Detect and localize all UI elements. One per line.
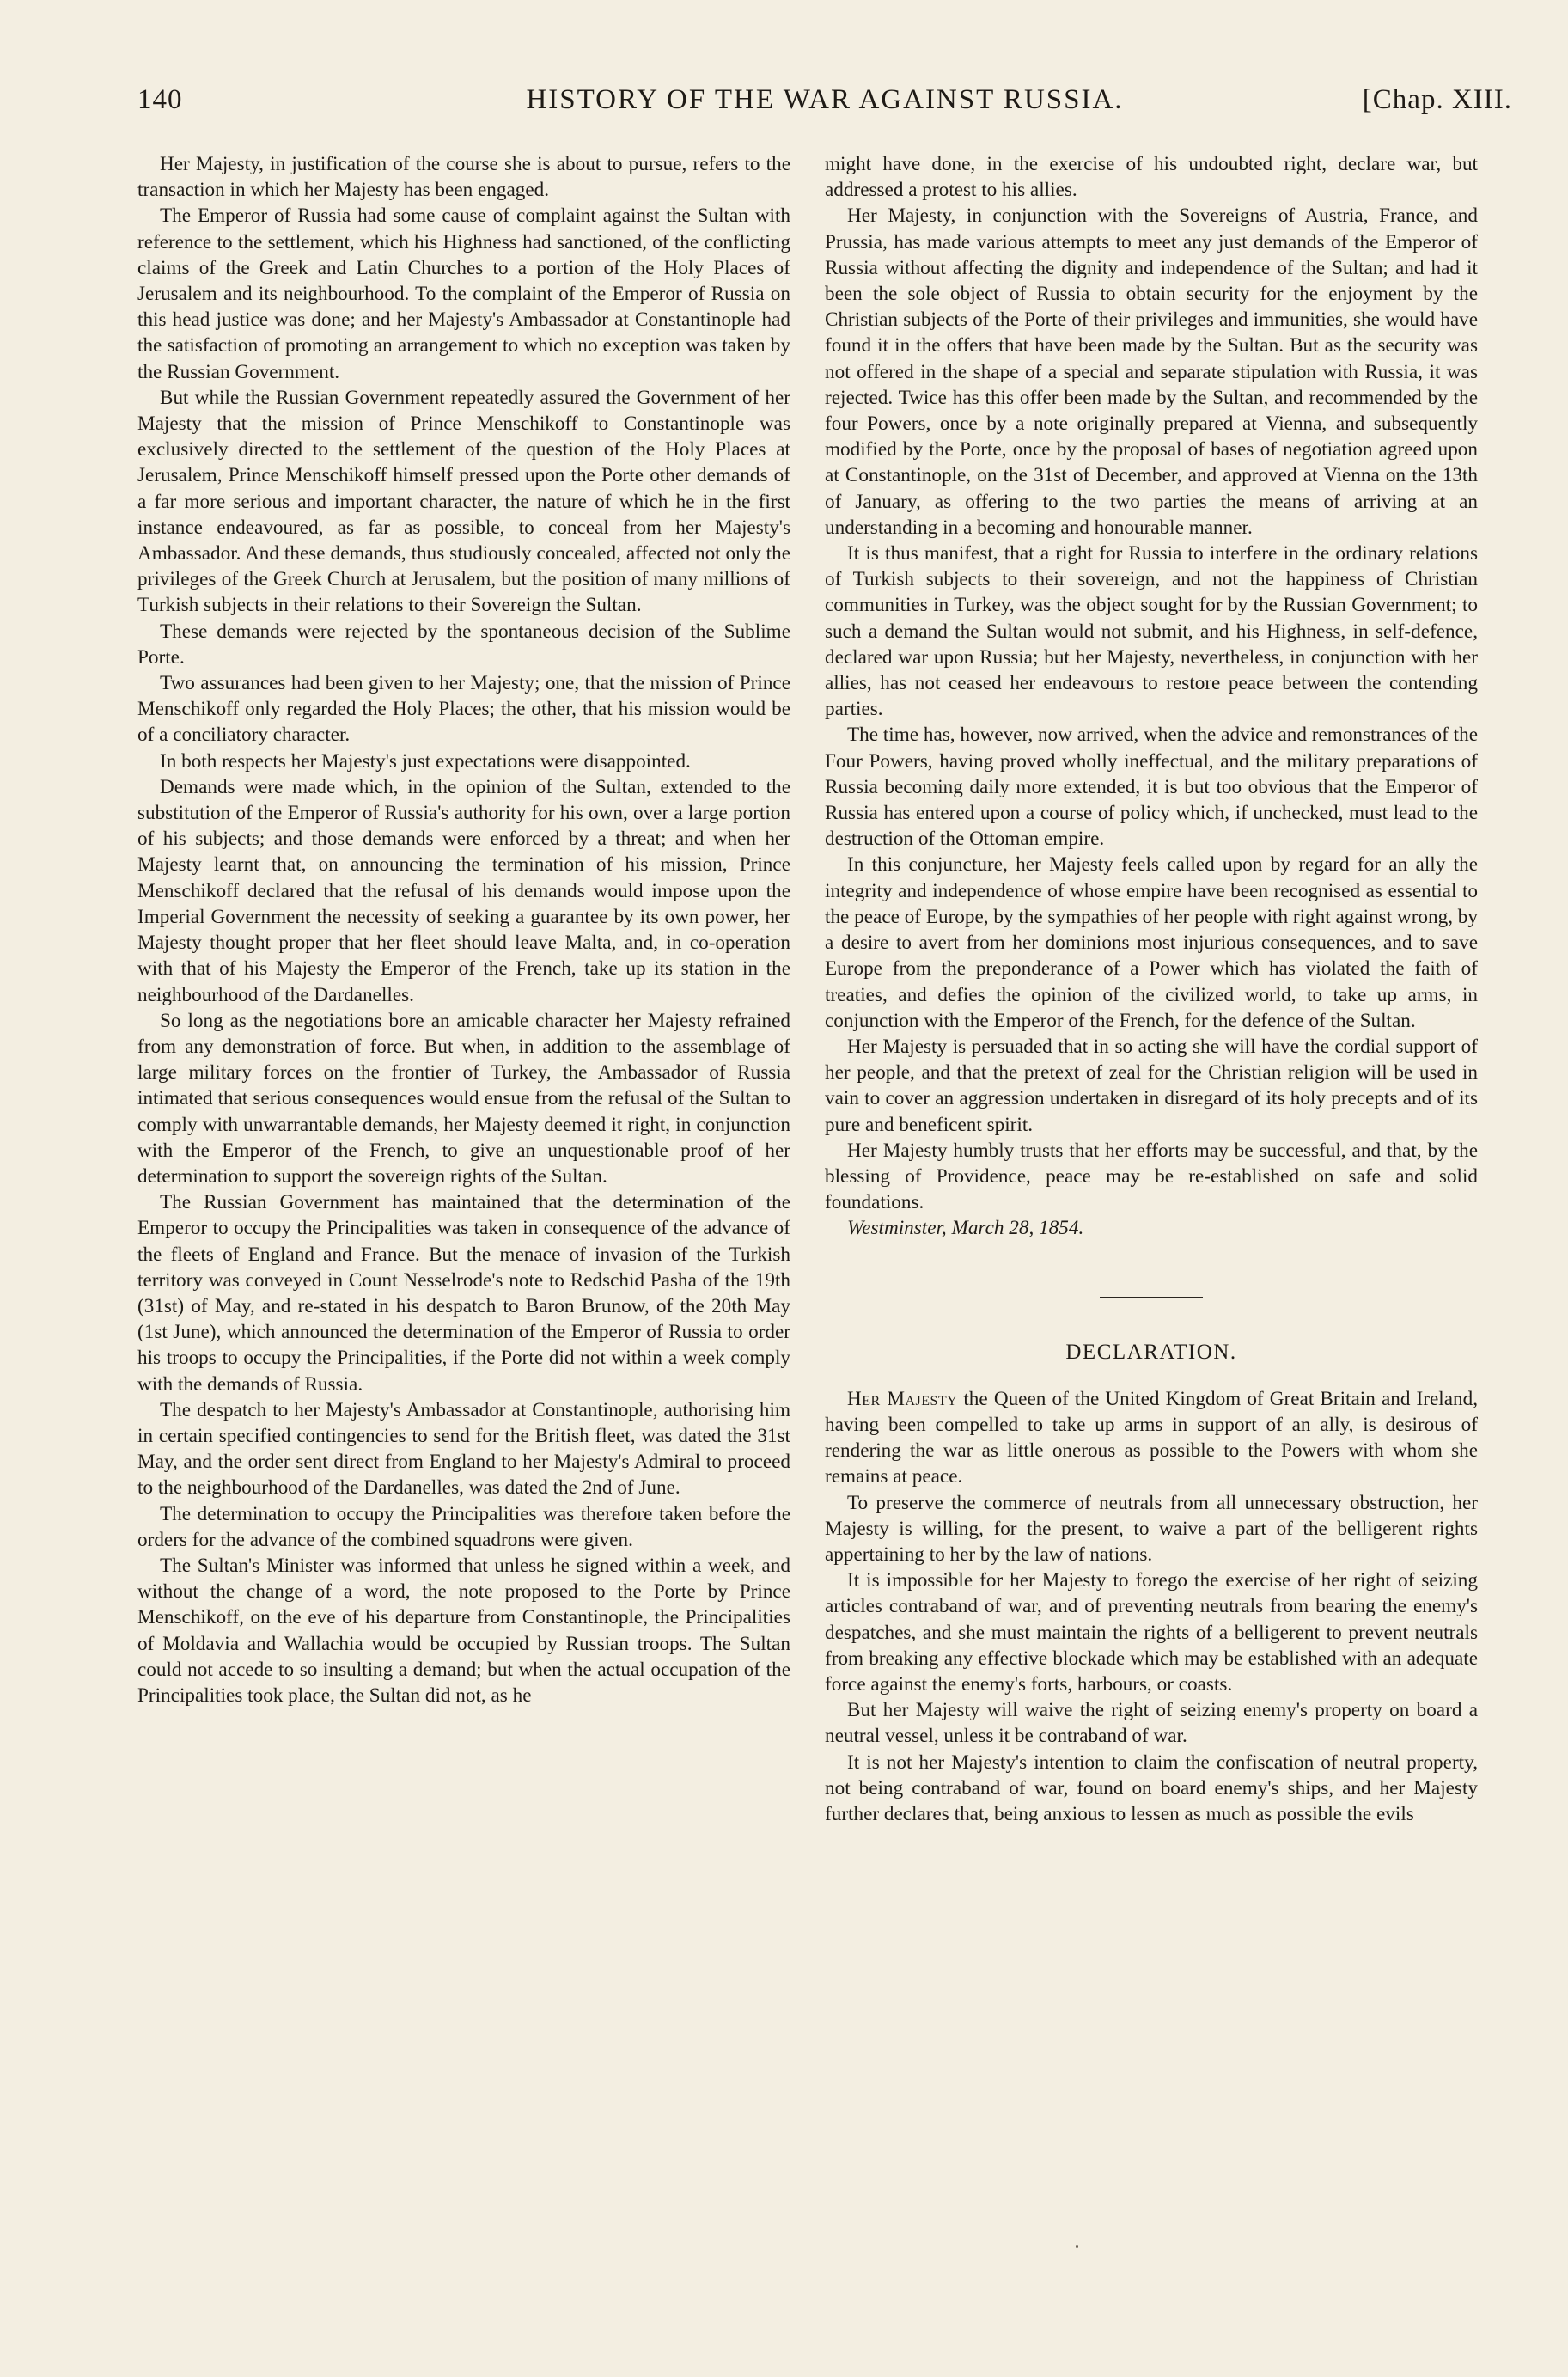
paragraph: The Sultan's Minister was informed that unless he signed within a week, and without the change of a word, the note proposed to the Porte by Prince Menschikoff, on the eve of his departure from Constantinople, the Principalities of Moldavia and Wallachia would be occupied by Russian troops. The Sultan could not accede to so insulting a demand; but when the actual occupation of the Principalities took place, the Sultan did not, as he — [137, 1554, 790, 1707]
ink-speck — [1076, 2245, 1078, 2248]
paragraph: The determination to occupy the Principalities was therefore taken before the orders for the advance of the combined squadrons were given. — [137, 1502, 790, 1551]
paragraph: So long as the negotiations bore an amicable character her Majesty refrained from any demonstration of force. But when, in addition to the assemblage of large military forces on the frontier of Turkey, the Ambassador of Russia intimated that serious consequences would ensue from the refusal of the Sultan to comply with unwarrantable demands, her Majesty deemed it right, in conjunction with the Emperor of the French, to give an unquestionable proof of her determination to support the sovereign rights of the Sultan. — [137, 1009, 790, 1188]
declaration-heading: DECLARATION. — [1065, 1340, 1237, 1364]
page-number: 140 — [137, 84, 183, 115]
paragraph: Her Majesty is persuaded that in so acting she will have the cordial support of her people, and that the pretext of zeal for the Christian religion will be used in vain to cover an aggression undertaken in disregard of its holy precepts and of its pure and beneficent spirit. — [825, 1035, 1478, 1136]
paragraph: It is not her Majesty's intention to claim the confiscation of neutral property, not being contraband of war, found on board enemy's ships, and her Majesty further declares that, being anxious to lessen as much as possible the evils — [825, 1751, 1478, 1825]
paragraph: In both respects her Majesty's just expectations were disappointed. — [160, 749, 691, 773]
paragraph: Her Majesty, in justification of the course she is about to pursue, refers to the transaction in which her Majesty has been engaged. — [137, 153, 790, 202]
running-title: HISTORY OF THE WAR AGAINST RUSSIA. — [526, 84, 1124, 115]
paragraph: To preserve the commerce of neutrals from all unnecessary obstruction, her Majesty is willing, for the present, to waive a part of the belligerent rights appertaining to her by the law of nations. — [825, 1491, 1478, 1566]
declaration-opening-paragraph — [825, 1386, 1478, 1490]
paragraph-continuation: might have done, in the exercise of his undoubted right, declare war, but addressed a protest to his allies. — [825, 153, 1478, 202]
paragraph: The Emperor of Russia had some cause of complaint against the Sultan with reference to the settlement, which his Highness had sanctioned, of the conflicting claims of the Greek and Latin Churches to a portion of the Holy Places of Jerusalem and its neighbourhood. To the complaint of the Emperor of Russia on this head justice was done; and her Majesty's Ambassador at Constantinople had the satisfaction of promoting an arrangement to which no exception was taken by the Russian Government. — [137, 205, 790, 383]
paragraph: The despatch to her Majesty's Ambassador at Constantinople, authorising him in certain specified contingencies to send for the British fleet, was dated the 31st May, and the order sent direct from England to her Majesty's Admiral to proceed to the neighbourhood of the Dardanelles, was dated the 2nd of June. — [137, 1398, 790, 1500]
paragraph: The Russian Government has maintained that the determination of the Emperor to occupy the Principalities was taken in consequence of the advance of the fleets of England and France. But the menace of invasion of the Turkish territory was conveyed in Count Nesselrode's note to Redschid Pasha of the 19th (31st) of May, and re-stated in his despatch to Baron Brunow, of the 20th May (1st June), which announced the determination of the Emperor of Russia to order his troops to occupy the Principalities, if the Porte did not within a week comply with the demands of Russia. — [137, 1191, 790, 1396]
section-divider — [1100, 1297, 1203, 1298]
paragraph: But while the Russian Government repeatedly assured the Government of her Majesty that the mission of Prince Menschikoff to Constantinople was exclusively directed to the settlement of the question of the Holy Places at Jerusalem, Prince Menschikoff himself pressed upon the Porte other demands of a far more serious and important character, the nature of which he in the first instance endeavoured, as far as possible, to conceal from her Majesty's Ambassador. And these demands, thus studiously concealed, affected not only the privileges of the Greek Church at Jerusalem, but the position of many millions of Turkish subjects in their relations to their Sovereign the Sultan. — [137, 386, 790, 617]
paragraph: Two assurances had been given to her Majesty; one, that the mission of Prince Menschikoff only regarded the Holy Places; the other, that his mission would be of a conciliatory character. — [137, 672, 790, 747]
paragraph: But her Majesty will waive the right of seizing enemy's property on board a neutral vessel, unless it be contraband of war. — [825, 1699, 1478, 1748]
paragraph: The time has, however, now arrived, when the advice and remonstrances of the Four Powers, having proved wholly ineffectual, and the military preparations of Russia becoming daily more extended, it is but too obvious that the Emperor of Russia has entered upon a course of policy which, if unchecked, must lead to the destruction of the Ottoman empire. — [825, 724, 1478, 851]
left-column — [137, 151, 790, 1708]
paragraph: It is thus manifest, that a right for Russia to interfere in the ordinary relations of Turkish subjects to their sovereign, and not the happiness of Christian communities in Turkey, was the object sought for by the Russian Government; to such a demand the Sultan would not submit, and his Highness, in self-defence, declared war upon Russia; but her Majesty, nevertheless, in conjunction with her allies, has not ceased her endeavours to restore peace between the contending parties. — [825, 542, 1478, 721]
paragraph: Her Majesty, in conjunction with the Sovereigns of Austria, France, and Prussia, has made various attempts to meet any just demands of the Emperor of Russia without affecting the dignity and independence of the Sultan; and had it been the sole object of Russia to obtain security for the enjoyment by the Christian subjects of the Porte of their privileges and immunities, she would have found it in the offers that have been made by the Sultan. But as the security was not offered in the shape of a special and separate stipulation with Russia, it was rejected. Twice has this offer been made by the Sultan, and recommended by the four Powers, once by a note originally prepared at Vienna, and subsequently modified by the Porte, once by the proposal of bases of negotiation agreed upon at Constantinople, on the 31st of December, and approved at Vienna on the 13th of January, as offering to the two parties the means of arriving at an understanding in a becoming and honourable manner. — [825, 205, 1478, 539]
running-head — [137, 84, 1512, 122]
chapter-reference: [Chap. XIII. — [1362, 84, 1512, 115]
paragraph: Demands were made which, in the opinion of the Sultan, extended to the substitution of the Emperor of Russia's authority for his own, over a large portion of his subjects; and those demands were enforced by a threat; and when her Majesty learnt that, on announcing the termination of his mission, Prince Menschikoff declared that the refusal of his demands would impose upon the Imperial Government the necessity of seeking a guarantee by its own power, her Majesty thought proper that her fleet should leave Malta, and, in co-operation with that of his Majesty the Emperor of the French, take up its station in the neighbourhood of the Dardanelles. — [137, 775, 790, 1006]
declaration-lead-words: Her Majesty — [847, 1387, 958, 1410]
paragraph: Her Majesty humbly trusts that her efforts may be successful, and that, by the blessing of Providence, peace may be re-established on safe and solid foundations. — [825, 1139, 1478, 1214]
signoff-place-date: Westminster, March 28, 1854. — [847, 1217, 1084, 1240]
declaration-opening-text: the Queen of the United Kingdom of Great Britain and Ireland, having been compelled to take up arms in support of an ally, is desirous of rendering the war as little onerous as possible to the Powers with whom she remains at peace. — [825, 1387, 1479, 1488]
right-column — [825, 151, 1478, 1827]
paragraph: In this conjuncture, her Majesty feels called upon by regard for an ally the integrity and independence of whose empire have been recognised as essential to the peace of Europe, by the sympathies of her people with right against wrong, by a desire to avert from her dominions most injurious consequences, and to save Europe from the preponderance of a Power which has violated the faith of treaties, and defies the opinion of the civilized world, to take up arms, in conjunction with the Emperor of the French, for the defence of the Sultan. — [825, 853, 1478, 1032]
paragraph: These demands were rejected by the spontaneous decision of the Sublime Porte. — [137, 620, 790, 669]
paragraph: It is impossible for her Majesty to forego the exercise of her right of seizing articles contraband of war, and of preventing neutrals from bearing the enemy's despatches, and she must maintain the rights of a belligerent to prevent neutrals from breaking any effective blockade which may be established with an adequate force against the enemy's forts, harbours, or coasts. — [825, 1569, 1478, 1696]
